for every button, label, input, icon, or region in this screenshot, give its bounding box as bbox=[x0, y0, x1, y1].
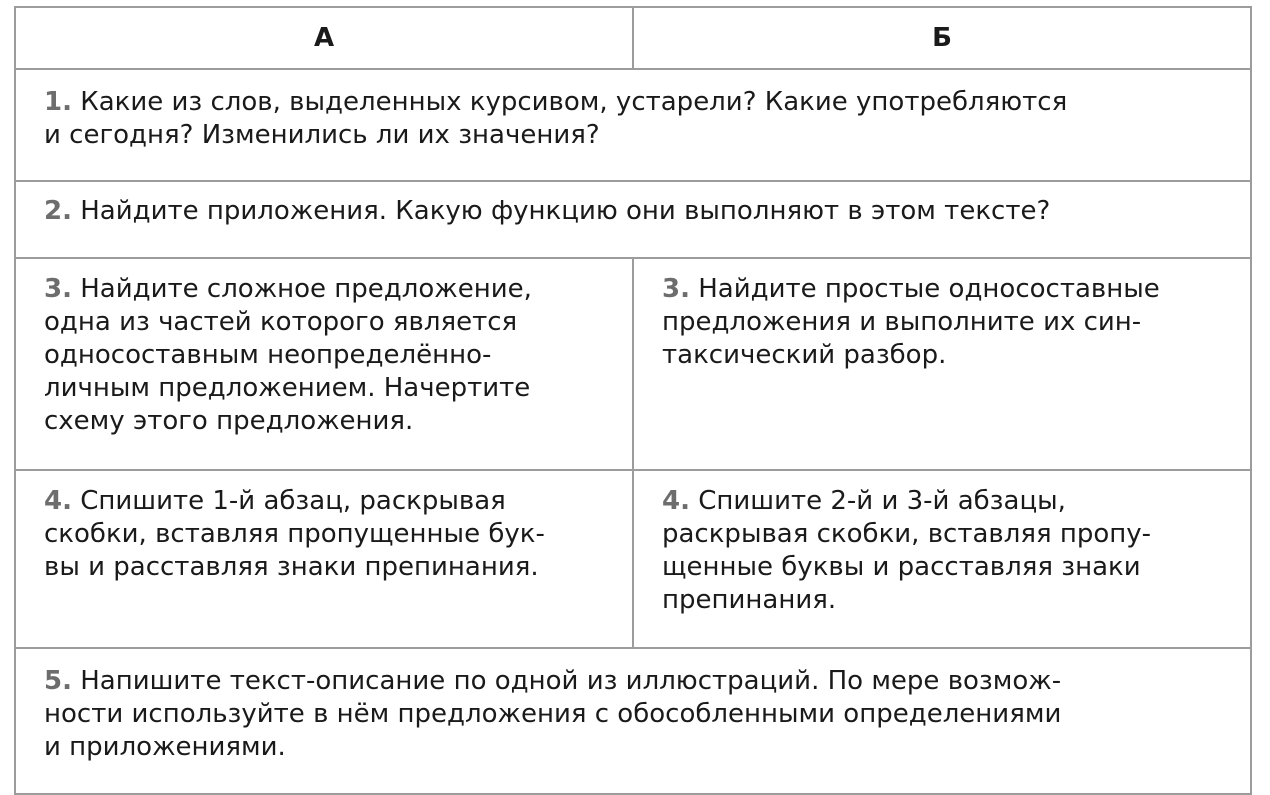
task-1-cell bbox=[15, 69, 1251, 181]
task-text-line: личным предложением. Начертите bbox=[44, 373, 531, 403]
task-number: 3. bbox=[662, 274, 690, 304]
task-text-line: и приложениями. bbox=[44, 732, 286, 762]
task-text-line: Найдите простые односоставные bbox=[698, 274, 1160, 304]
task-row-2 bbox=[15, 181, 1251, 258]
task-number: 5. bbox=[44, 666, 72, 696]
task-text-line: Спишите 2-й и 3-й абзацы, bbox=[698, 486, 1066, 516]
task-text-line: Напишите текст-описание по одной из иллюстраций. По мере возмож- bbox=[80, 666, 1062, 696]
task-4b-cell bbox=[633, 470, 1251, 648]
column-header-b: Б bbox=[633, 7, 1251, 69]
task-text-line: ности используйте в нём предложения с обособленными определениями bbox=[44, 699, 1062, 729]
task-text-line: Найдите приложения. Какую функцию они выполняют в этом тексте? bbox=[80, 196, 1051, 226]
task-3a-cell bbox=[15, 258, 633, 470]
task-text-line: раскрывая скобки, вставляя пропу- bbox=[662, 519, 1152, 549]
task-5-cell bbox=[15, 648, 1251, 794]
task-3b-cell bbox=[633, 258, 1251, 470]
task-number: 4. bbox=[44, 486, 72, 516]
task-row-3 bbox=[15, 258, 1251, 470]
task-text-line: одна из частей которого является bbox=[44, 307, 518, 337]
task-table bbox=[14, 6, 1252, 795]
task-number: 2. bbox=[44, 196, 72, 226]
task-text-line: вы и расставляя знаки препинания. bbox=[44, 552, 539, 582]
task-text-line: Какие из слов, выделенных курсивом, устарели? Какие употребляются bbox=[80, 87, 1068, 117]
task-row-5 bbox=[15, 648, 1251, 794]
task-4a-cell bbox=[15, 470, 633, 648]
task-number: 4. bbox=[662, 486, 690, 516]
task-text-line: Спишите 1-й абзац, раскрывая bbox=[80, 486, 506, 516]
task-number: 1. bbox=[44, 87, 72, 117]
task-text-line: препинания. bbox=[662, 585, 837, 615]
header-row bbox=[15, 7, 1251, 69]
task-row-1 bbox=[15, 69, 1251, 181]
task-text-line: предложения и выполните их син- bbox=[662, 307, 1142, 337]
task-text-line: односоставным неопределённо- bbox=[44, 340, 492, 370]
column-header-a: А bbox=[15, 7, 633, 69]
task-text-line: скобки, вставляя пропущенные бук- bbox=[44, 519, 545, 549]
task-text-line: схему этого предложения. bbox=[44, 406, 414, 436]
task-text-line: Найдите сложное предложение, bbox=[80, 274, 532, 304]
task-row-4 bbox=[15, 470, 1251, 648]
task-text-line: таксический разбор. bbox=[662, 340, 947, 370]
task-number: 3. bbox=[44, 274, 72, 304]
task-text-line: щенные буквы и расставляя знаки bbox=[662, 552, 1141, 582]
task-2-cell bbox=[15, 181, 1251, 258]
task-text-line: и сегодня? Изменились ли их значения? bbox=[44, 120, 600, 150]
